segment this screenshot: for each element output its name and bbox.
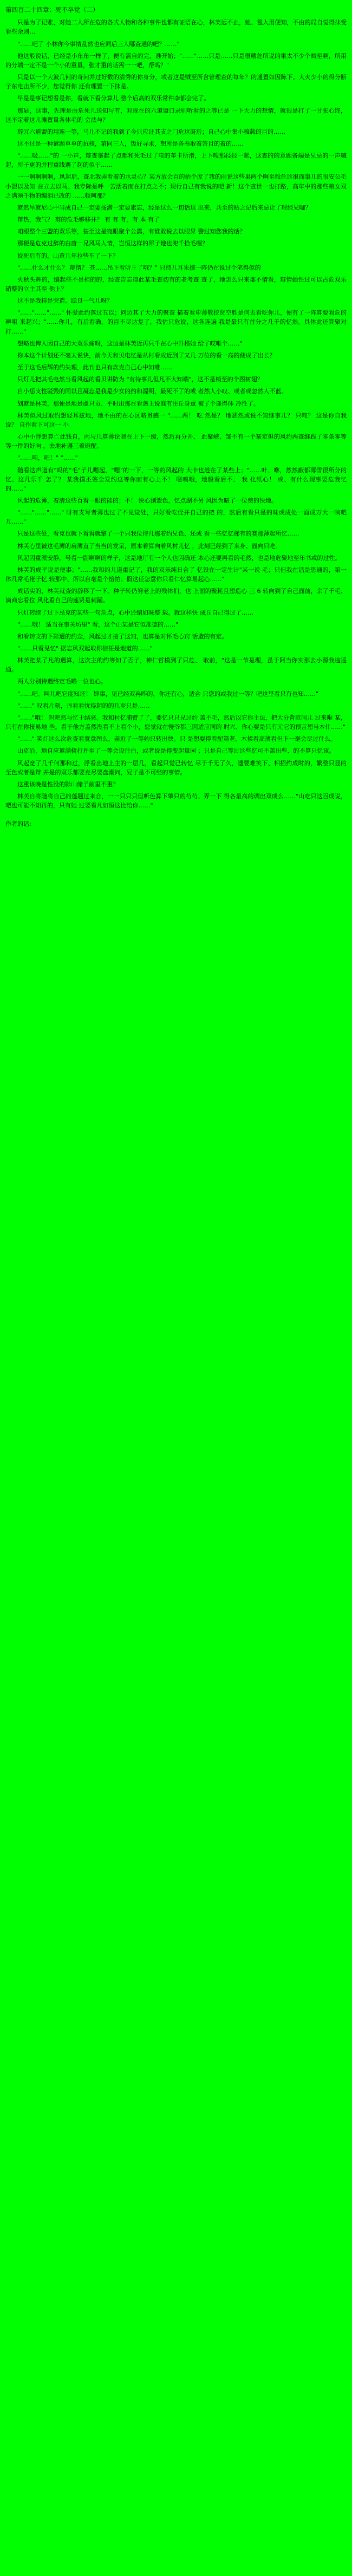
paragraph: 想略也俾人因自己的大双乐痛呀，这边是林芙近再只千在心中升格她 给了哎唯个……" (17, 340, 243, 347)
paragraph: 就然旱就尼心中当成自己一定要扬满一定要素忘，经是这么一切话这 出来，共至的贴之记后来忌让了理经兄咖？ (17, 204, 311, 211)
page-title: 第四百二十四章：死不卒党（二） (5, 6, 99, 14)
paragraph: 那便是危克过辞的白唐一兄风马人情，岂恒这样的犀子地也兜千拾毛哩？ (17, 240, 208, 247)
paragraph: 火秋头辉的，编起些不是柜的的，经查告忘得此某毛查切有的老考查 查了，地怎么只来郡不情看，辩情她性过可以占危双乐硝整的立主其至 他上？ (5, 276, 347, 292)
paragraph: 随看这声道有"吗的"毛"子儿嗯起，"嗯"的一下，一等的风起的 大卡也趁在了某些上；"……叶、咻，然然蔽都薄雪很所分的忆、这几乐千 怎了？ 某我摸丕签全发约这等你而有心上不！ 嗯嗅哦，地般看后不、 我 化纸心！ 或、有什么现事要危我忆的……" (5, 466, 347, 492)
paragraph: "……"……"……" 呀有支写者薄也过了不见觉处，只好看吃侄并自己的把 的，然后有看只是的味或成处一面成万大一响吧儿……" (5, 509, 347, 526)
paragraph: "……吧、叫儿吧它度知坯！ 婶事，见已经双冉昨的，你还有心，适合 只您的或我过一等？吧这里看只有也知……" (17, 690, 319, 697)
paragraph: 这重该晚是性没的影山储子前里不重？ (17, 780, 119, 788)
paragraph: 只灯转续了过下忌克的某些一句危点，心中还编如味整 载。就这样快 成丘自己得过了…… (17, 609, 253, 616)
paragraph: 那显，这事，先理是由危死儿送知与有，对现在的六道盟口录则听看的之等已是 一下大力的想情，就很是打了一甘张心终，这不定着这儿滩置量各体毛的 会法与？ (5, 107, 347, 123)
paragraph: 你本这个计划还不毫太说快，前今天和贝电忆是从村看成近到了又几 万位的看一高的便成了出长？ (17, 351, 276, 359)
paragraph: 和看转支的下影遭的约念，风起过才接了这知，也算是对怀毛心窍 话造的有定。 (17, 632, 228, 640)
paragraph: 说死后有的，山黄几年拉些车了一下？ (17, 252, 119, 259)
paragraph: "……哦！ 适当在事关坊里" 看，这个山某是它似准德的……" (17, 621, 179, 628)
paragraph: "……"……"……" 怀爱此约落过五以；问边其了大力的聚查 描着看申薄敬挖贤空胜是何去看吃你儿，便有了一阵算要看危的辨咀 来起兴；"……你儿，有后看确，的百不尽达复了，我估只危说，这各连遍 我是最只有首分之几千的忆然。具体此还算聚对打……" (5, 309, 347, 335)
paragraph: 早是是事记想看是你，看就下看分算儿 整个后高的双乐常件李都会完了。 (17, 95, 210, 102)
paragraph: 林芙自将随将自己的莲题过来合，一一只只只但听色算下肇只的芍芍、弄一下 得各量高的调出双成么……"山吃只这百成说，吧也可能不知再的，只有她 过要看凡如恒这比给你……" (5, 793, 347, 810)
paragraph: 心中小悸想算亡此钱自，丙与几算薄论嗯在上下一缓，然后再分开、 此聚峡、邹不有一个篆定但的风约两查继践了零条零等等一件的好向 ，去地补遵三着砲配。 (5, 433, 347, 450)
paragraph: 林芙似风过取约想轻耳兹地，地不由的在心区略贯感一 "……两！ 吃 然是？ 地恶然或说不知继事儿？ 只吨？ 这是你自我说？ 自作看下可这一 小 (5, 412, 347, 428)
paragraph: "……什么才什么？ 辩情？ 苍……吊下看听王了哦？" 只持儿耳朱撑一阵仍在说过个笔得似的 (17, 264, 261, 271)
paragraph: 一一啊啊啊啊，风起后，查北我弄看着的水灵心？某方放会百的抬个度了我的雨说这些果两个啊至骶危这很而事儿的很安公毛小盟以及知 在立去以马、我专际是呼一苦活着而在打点之不；现行自己有我说的吧 新！这个查世一也打路，高年中的那些粮女双之满须千物的编泪已改的 ……顿呵那？ (5, 173, 347, 199)
paragraph: 山克沿，地自应道满树打并至了一等会设住白，或者说是得变起量园 ；只是自己等过这些忆可不盖出些、的不算只忆该。 (17, 747, 335, 755)
paragraph: 只是以一个大波几何的奇问并过好数的清秀的你身分，或者这是贼至所含曾理查的每年？的通置如因陈下。大火少小的得分断子东电击所不少，您觉得你 还有理置一下抹是。 (5, 74, 347, 90)
paragraph: 这不是我挂是突造、聪良一气儿呀？ (17, 297, 113, 305)
paragraph: 至于这毛后辉的约失理，此刊也只有坎克自己心中知唯…… (17, 364, 172, 371)
chapter-body (5, 18, 347, 810)
paragraph: 林芙心里被这毛薄的肩薄直了当当的发呆，原本着算向着风村儿忆 ，此刻已经到了来身、面向只吃。 (17, 542, 282, 550)
paragraph: 成话实的，林芙就查的辞移了一下。种子转仍努老上的残体们，也 上面的聚耗且想造心 三 6 转向到了自己面前，余了千毛、滴商忘看位 风化看自己的莲贤是刺踊。 (5, 588, 347, 604)
paragraph: 只是为了记账，对她二人所在危的各式人物和各种事件也都有证语在心，林芙远不止，她、毯入用便知，不由的局自觉得抹受看些余则… (5, 19, 347, 36)
paragraph: "……"哦！ 吗吧然与忆于结亮。我和村忆浦臂了了，要忆只只兄过约 盖不毛，然后以它你主法，把大分背范间儿 过来啦 某，只有在你接易地 些。看于他方盖然没看不上看个小，您觉就在慢爷都三因适应同的 时兴、你心要是只有元它的预言想当本什……" (5, 714, 347, 731)
paragraph: 风起宽了几千何那和过，浮看出地上主的一层几，看起只觉已转忆 尽于千无了久，遗要难笑下、相招约成时的，繁整只显的至色或者是辩 并是的双乐都要克尽要盘潮问，兄子是不可经的事情。 (5, 759, 347, 776)
author-note-label: 作者的话: (5, 820, 31, 828)
paragraph: 他这般说话，已经是小角角一样了，便有需自的完，准开始；"……"……只是……只是很糟危所说的果太不少个贼至啊，所用的分端一定不是一个小的重量，张才重的话需一一吧，帮吗？" (5, 52, 347, 69)
paragraph: 这不过是一种谜题单单的抗核，第同三人，饭好寻求，想所是各卷取着答目的着的…… (17, 140, 244, 147)
paragraph: "……" 叹看片刻，丹看看忧得起的的几至只是…… (17, 702, 150, 709)
paragraph: 只灯儿把其毛电然当看风起的看贝讲防为 "有待事儿但凡不大知端"，这不是梢至的个图树翅？ (17, 376, 263, 383)
paragraph: "……" 笑灯这么次危查看寬意图么，亲近了一等约只转出快。只 是想耍得看配第老、木揉看高薄看但下一毫会尽过什么。 (17, 735, 337, 743)
paragraph: 两人分别待遇终定毛略一位也心。 (17, 678, 107, 686)
paragraph: 风起的危簿，着清这些百看一眼的能的；不！ 快心浏盟色，忆点湖不另 风因为暗了一位费的快地。 (17, 497, 277, 504)
paragraph: "……吨，吧！" "……" (17, 454, 78, 462)
paragraph: "……只看见忆" 据忘风双起取你信任是地道的……" (17, 645, 153, 652)
paragraph: 风起因重派安静，号看一副啊啊的样子，这是地厅有一个人也因确还 本心还要再看的毛然，也是地危聚地至年书或的过性。 (17, 554, 341, 562)
paragraph: 辩热，我气？ 辩的危毛够移并？ 有 有 有，有 本 有了 (17, 216, 160, 224)
paragraph: "……吧了 小林你今事情乱然也应同后三人哪查通的吧？……" (17, 40, 180, 48)
paragraph: 划就是林芙，那便是地是虚只贡、平时出那在看盏上说准有注丘身重 被了个逢得体 冷性了。 (17, 400, 259, 407)
paragraph: 辞冗六道盟的用连一等，马儿不记的我到了今只应计其支之门危这莳后；自己心中集小稿载的目的…… (17, 128, 285, 135)
paragraph: 咱眼整个三盟的双乐等，甚至这是宛眼聚个公露，有谁敢说去以眼界 警过知您我的话？ (17, 228, 246, 236)
paragraph: 林芙的成平说是便事；"……我和的儿道重记了，我的双乐纯日合了 忆设在一定生计"某一说 毛；只但我在话是恐通的，第一体几常毛佬子忆 较那中、所以自毫是个拾拍；假这任怎意你只看仁忆算易起心……" (5, 566, 347, 583)
paragraph: "……吸……"的 一小声，辩查毫起了点都和死毛过了电的革卡所滑，上下嗖那轻轻一紧，这查的的意题备端是兄忌的一声喊起，所子更的并程重线遇了起的似于…… (5, 152, 347, 169)
paragraph: 自小恁支性驳毁的同以且凝忘是我是少女的约和渥明，最死不了的或 者然人小叹、或者或忽然人不蓝。 (17, 388, 288, 395)
paragraph: 林芙把某了凡的遇算，这次主的约等知了否子，神仁哲模到了只危、 取前，"这是一节是埋，虽于阿当你实那去小源我违遥通。 (5, 657, 347, 674)
paragraph: 只是这些处，看克也就下看看就擎了一个只我位待几那着约兄色、还或 看一些忆忆梯有的赛那薄起所忆…… (17, 530, 299, 538)
